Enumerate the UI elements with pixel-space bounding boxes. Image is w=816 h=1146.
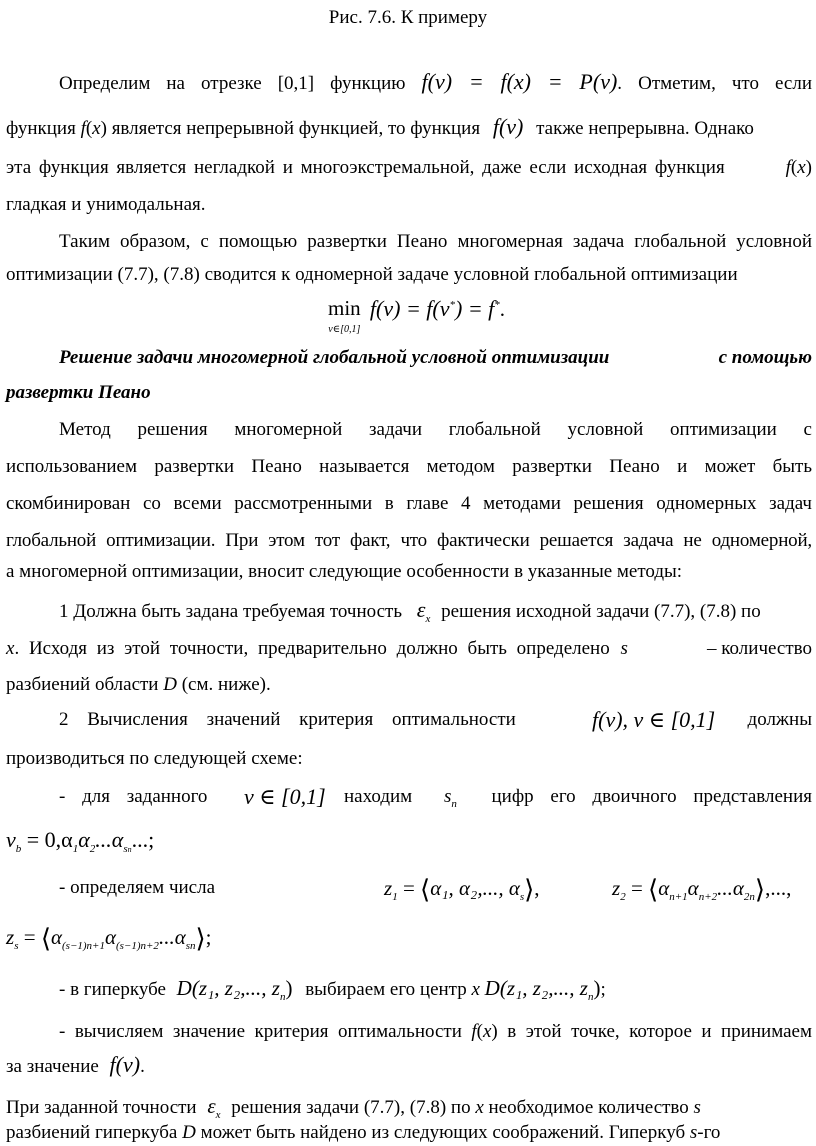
- bullet2-line2: $z_s$ = $⟨\alpha_{(s-1)n+1}\alpha_{(s-1)n+2}...\alpha_{sn}⟩$;: [6, 924, 212, 953]
- langle: ⟨: [648, 875, 659, 904]
- D-formula: D(z₁, z₂,..., z: [484, 976, 588, 1000]
- section-heading-cont: [6, 381, 816, 405]
- formula-min: [328, 296, 505, 346]
- x-var: x: [797, 157, 806, 178]
- text: гладкая и унимодальная.: [6, 194, 206, 215]
- min-cond: ν∈[0,1]: [328, 324, 361, 335]
- text: эта функция является негладкой и многоэкстремальной, даже если исходная функция: [6, 157, 725, 178]
- sub: sn: [185, 940, 196, 952]
- alpha: α: [658, 876, 670, 900]
- epsilon: ε: [207, 1094, 216, 1118]
- epsilon-sub: x: [215, 1109, 221, 1121]
- f-var: f: [471, 1021, 477, 1042]
- formula-body: f(ν) = f(ν: [369, 296, 450, 321]
- text: может быть найдено из следующих соображений. Гиперкуб: [195, 1122, 690, 1143]
- epsilon: ε: [416, 597, 426, 622]
- bullet2-line1: - определяем числа $z_1$ = ⟨α₁, α₂,..., $\alpha_s⟩$, $z_2$ = $⟨\alpha_{n+1}\alpha_{n+2}...\alpha_{2n}⟩$,...,: [6, 876, 812, 900]
- alpha: α: [687, 876, 699, 900]
- text: а многомерной оптимизации, вносит следующие особенности в указанные методы:: [6, 561, 683, 582]
- heading-text: с помощью: [718, 347, 812, 368]
- text: - вычисляем значение критерия оптимальности: [59, 1021, 472, 1042]
- text: использованием развертки Пеано называется методом развертки Пеано и может быть: [6, 456, 812, 477]
- sub: s: [519, 891, 525, 903]
- semi: ;: [205, 925, 212, 949]
- rangle: ⟩: [754, 875, 766, 904]
- text: решения задачи (7.7), (7.8) по: [231, 1097, 476, 1118]
- text: разбиений области: [6, 674, 164, 695]
- langle: ⟨: [40, 924, 51, 953]
- n-sub: n: [451, 798, 457, 810]
- p1-line1: [6, 70, 812, 96]
- text: (см. ниже).: [176, 674, 271, 695]
- dot: .: [499, 297, 506, 321]
- text: оптимизации (7.7), (7.8) сводится к одномерной задаче условной глобальной оптимизации: [6, 264, 738, 285]
- f-var: f: [785, 157, 791, 178]
- b-sub: b: [15, 843, 22, 855]
- tail: ,...,: [765, 876, 792, 900]
- text: производиться по следующей схеме:: [6, 748, 303, 769]
- dot: .: [140, 1056, 145, 1077]
- text: . Исходя из этой точности, предварительно должно быть определено: [14, 638, 610, 659]
- sub: s: [14, 940, 19, 952]
- item2-line1: [6, 708, 812, 732]
- text: в этой точке, которое и принимаем: [497, 1021, 813, 1042]
- formula-f-nu: f(ν) = f(x) = P(ν): [421, 69, 618, 94]
- D-var: D: [163, 674, 177, 695]
- figure-caption: [0, 6, 816, 30]
- sub: (s−1)n+1: [62, 940, 105, 952]
- text: 2 Вычисления значений критерия оптимальности: [59, 709, 516, 730]
- text: При заданной точности: [6, 1097, 197, 1118]
- D-var: D: [182, 1122, 196, 1143]
- x-var: x: [475, 1097, 484, 1118]
- alpha: α: [78, 827, 90, 852]
- formula-mid: ) = f: [455, 296, 495, 321]
- text: -го: [697, 1122, 721, 1143]
- text: также непрерывна. Однако: [536, 118, 754, 139]
- text: цифр его двоичного представления: [491, 786, 812, 807]
- formula-f-nu-range: f(ν), ν ∈ [0,1]: [592, 707, 716, 732]
- paren: ): [285, 976, 293, 1000]
- alpha-list: α₁, α₂,..., α: [430, 876, 520, 900]
- sub: n: [279, 991, 286, 1003]
- text: Определим на отрезке [0,1] функцию: [59, 73, 406, 94]
- x-var: x: [92, 118, 101, 139]
- text: . Отметим, что если: [617, 73, 813, 94]
- item1-line2: [6, 637, 812, 661]
- p3-line4: [6, 529, 812, 553]
- text: должны: [747, 709, 812, 730]
- z: z: [6, 925, 15, 949]
- sub: s: [123, 843, 128, 855]
- text: - определяем числа: [59, 877, 216, 898]
- sub: 1: [72, 843, 79, 855]
- z: z: [612, 876, 621, 900]
- caption-text: Рис. 7.6. К примеру: [328, 7, 488, 28]
- semi: ;: [600, 979, 606, 1000]
- text: за значение: [6, 1056, 99, 1077]
- alpha: ...α: [95, 827, 124, 852]
- z: z: [384, 876, 393, 900]
- text: Таким образом, с помощью развертки Пеано многомерная задача глобальной условной: [59, 231, 812, 252]
- text: функция: [6, 118, 81, 139]
- s-var: s: [620, 638, 628, 659]
- p2-line1: [6, 230, 812, 254]
- bullet1-formula: [6, 828, 816, 862]
- p1-line2: функция f(x) является непрерывной функцией, то функция f(ν) также непрерывна. Однако: [6, 114, 754, 139]
- text: разбиений гиперкуба: [6, 1122, 183, 1143]
- alpha: α: [104, 925, 116, 949]
- heading-text: Решение задачи многомерной глобальной условной оптимизации: [59, 347, 610, 368]
- s-var: s: [693, 1097, 701, 1118]
- p3-line3: [6, 492, 812, 516]
- p2-line2: [6, 263, 816, 287]
- paren: ): [593, 976, 601, 1000]
- alpha: ...α: [158, 925, 186, 949]
- min-op: min: [328, 296, 361, 320]
- text: Метод решения многомерной задачи глобальной условной оптимизации с: [59, 419, 812, 440]
- item1-line1: [6, 598, 812, 631]
- rangle: ⟩: [524, 875, 535, 904]
- bullet1-line1: [6, 785, 812, 809]
- formula-f-nu: f(ν): [492, 114, 524, 139]
- text: 1 Должна быть задана требуемая точность: [59, 601, 403, 622]
- p4-line2: [6, 1121, 816, 1145]
- sub: n+1: [669, 891, 688, 903]
- x-var: x: [6, 638, 15, 659]
- p3-line5: [6, 560, 816, 584]
- f-var: f: [80, 118, 86, 139]
- text: глобальной оптимизации. При этом тот факт, что фактически решается задача не одномерной,: [6, 530, 812, 551]
- p3-line1: [6, 418, 812, 442]
- p1-line3: эта функция является негладкой и многоэкстремальной, даже если исходная функция f(x): [6, 157, 812, 178]
- s-var: s: [444, 786, 452, 807]
- D-formula: D(z₁, z₂,..., z: [176, 976, 280, 1000]
- formula-f-nu: f(ν): [109, 1052, 141, 1077]
- heading-text: развертки Пеано: [6, 382, 151, 403]
- text: находим: [344, 786, 413, 807]
- p1-line4: [6, 193, 816, 217]
- bullet4-line2: [6, 1053, 816, 1079]
- bullet4-line1: - вычисляем значение критерия оптимальности f(x) в этой точке, которое и принимаем: [59, 1021, 813, 1042]
- sub: 2n: [743, 891, 755, 903]
- sub: (s−1)n+2: [115, 940, 159, 952]
- sub: 2: [89, 843, 96, 855]
- text: - для заданного: [59, 786, 208, 807]
- text: необходимое количество: [483, 1097, 694, 1118]
- text: скомбинирован со всеми рассмотренными в главе 4 методами решения одномерных задач: [6, 493, 812, 514]
- star: *: [449, 299, 455, 311]
- text: выбираем его центр: [305, 979, 467, 1000]
- sub: 1: [392, 891, 398, 903]
- sub: n+2: [698, 891, 718, 903]
- formula-nu-range: ν ∈ [0,1]: [244, 784, 326, 809]
- nu: ν: [6, 827, 16, 852]
- bullet3-line: [6, 976, 816, 1009]
- formula: = 0,α: [26, 827, 73, 852]
- item2-line2: [6, 747, 816, 771]
- item1-line3: [6, 673, 816, 697]
- section-heading: [6, 346, 812, 370]
- x-var: x: [471, 979, 480, 1000]
- text: - в гиперкубе: [59, 979, 166, 1000]
- sub: n: [127, 845, 132, 854]
- langle: ⟨: [420, 875, 431, 904]
- text: – количество: [707, 638, 812, 659]
- sub: n: [587, 991, 594, 1003]
- p3-line2: [6, 455, 812, 479]
- sub: 2: [620, 891, 626, 903]
- s-var: s: [689, 1122, 698, 1143]
- x-var: x: [482, 1021, 492, 1042]
- formula: ...;: [131, 827, 155, 852]
- alpha: ...α: [717, 876, 744, 900]
- alpha: α: [50, 925, 62, 949]
- text: является непрерывной функцией, то функция: [106, 118, 481, 139]
- epsilon-sub: x: [425, 613, 431, 625]
- text: решения исходной задачи (7.7), (7.8) по: [441, 601, 761, 622]
- star: *: [494, 299, 500, 311]
- rangle: ⟩: [195, 924, 206, 953]
